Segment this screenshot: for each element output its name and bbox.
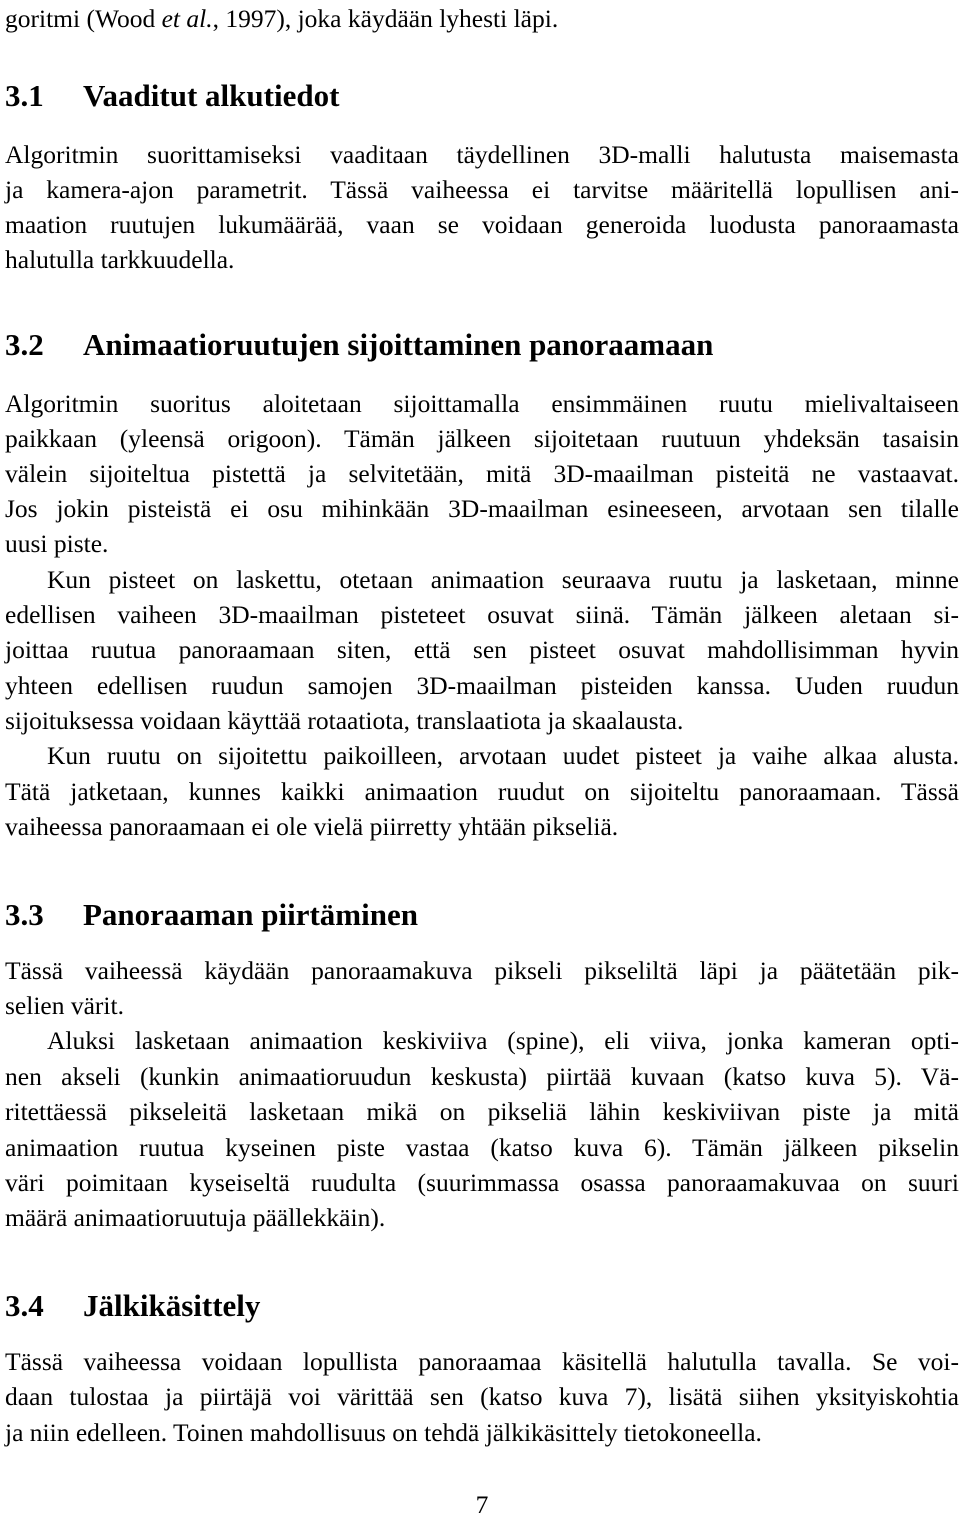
paragraph-line: maation ruutujen lukumäärää, vaan se voidaan generoida luodusta panoraamasta — [5, 210, 959, 239]
paragraph-line: yhteen edellisen ruudun samojen 3D-maailman pisteiden kanssa. Uuden ruudun — [5, 671, 959, 700]
paragraph-line: vaiheessa panoraamaan ei ole vielä piirretty yhtään pikseliä. — [5, 812, 619, 841]
paragraph-line: määrä animaatioruutuja päällekkäin). — [5, 1203, 386, 1232]
paragraph-line: Tässä vaiheessä käydään panoraamakuva pikseli pikseliltä läpi ja päätetään pik- — [5, 956, 959, 985]
section-number: 3.1 — [5, 78, 44, 113]
section-number: 3.2 — [5, 327, 44, 362]
paragraph-line: daan tulostaa ja piirtäjä voi värittää sen (katso kuva 7), lisätä siihen yksityiskohtia — [5, 1382, 959, 1411]
section-heading-3-4 — [5, 1288, 260, 1324]
section-heading-3-2 — [5, 327, 713, 363]
page-number: 7 — [475, 1490, 489, 1519]
paragraph-line: uusi piste. — [5, 529, 109, 558]
section-title: Animaatioruutujen sijoittaminen panoraamaan — [83, 327, 714, 362]
paragraph-line: Algoritmin suorittamiseksi vaaditaan täydellinen 3D-malli halutusta maisemasta — [5, 140, 959, 169]
paragraph-line: Algoritmin suoritus aloitetaan sijoittamalla ensimmäinen ruutu mielivaltaiseen — [5, 389, 959, 418]
paragraph-line: edellisen vaiheen 3D-maailman pisteteet osuvat siinä. Tämän jälkeen aletaan si- — [5, 600, 959, 629]
section-title: Jälkikäsittely — [83, 1288, 261, 1323]
section-number: 3.3 — [5, 897, 44, 932]
paragraph-line: ritettäessä pikseleitä lasketaan mikä on pikseliä lähin keskiviivan piste ja mitä — [5, 1097, 959, 1126]
paragraph-line: Kun pisteet on laskettu, otetaan animaation seuraava ruutu ja lasketaan, minne — [47, 565, 959, 594]
paragraph-line: Kun ruutu on sijoitettu paikoilleen, arvotaan uudet pisteet ja vaihe alkaa alusta. — [47, 741, 959, 770]
paragraph-line: ja kamera-ajon parametrit. Tässä vaiheessa ei tarvitse määritellä lopullisen ani- — [5, 175, 959, 204]
section-heading-3-3 — [5, 897, 418, 933]
paragraph-line: Tätä jatketaan, kunnes kaikki animaation ruudut on sijoiteltu panoraamaan. Tässä — [5, 777, 959, 806]
intro-text-end: , 1997), joka käydään lyhesti läpi. — [212, 4, 559, 33]
section-number: 3.4 — [5, 1288, 44, 1323]
paragraph-line: paikkaan (yleensä origoon). Tämän jälkeen sijoitetaan ruutuun yhdeksän tasaisin — [5, 424, 959, 453]
paragraph-line: sijoituksessa voidaan käyttää rotaatiota, translaatiota ja skaalausta. — [5, 706, 684, 735]
paragraph-line: Jos jokin pisteistä ei osu mihinkään 3D-maailman esineeseen, arvotaan sen tilalle — [5, 494, 959, 523]
paragraph-line: ja niin edelleen. Toinen mahdollisuus on tehdä jälkikäsittely tietokoneella. — [5, 1418, 762, 1447]
intro-italic-text: et al. — [161, 4, 213, 33]
intro-paragraph — [5, 4, 959, 34]
section-heading-3-1 — [5, 78, 339, 114]
paragraph-line: halutulla tarkkuudella. — [5, 245, 235, 274]
paragraph-line: animaation ruutua kyseinen piste vastaa (katso kuva 6). Tämän jälkeen pikselin — [5, 1133, 959, 1162]
paragraph-line: joittaa ruutua panoraamaan siten, että sen pisteet osuvat mahdollisimman hyvin — [5, 635, 959, 664]
paragraph-line: Aluksi lasketaan animaation keskiviiva (spine), eli viiva, jonka kameran opti- — [47, 1026, 959, 1055]
paragraph-line: selien värit. — [5, 991, 124, 1020]
paragraph-line: nen akseli (kunkin animaatioruudun keskusta) piirtää kuvaan (katso kuva 5). Vä- — [5, 1062, 959, 1091]
paragraph-line: Tässä vaiheessa voidaan lopullista panoraamaa käsitellä halutulla tavalla. Se voi- — [5, 1347, 959, 1376]
section-title: Vaaditut alkutiedot — [83, 78, 340, 113]
intro-text: goritmi (Wood — [5, 4, 162, 33]
paragraph-line: välein sijoiteltua pistettä ja selvitetään, mitä 3D-maailman pisteitä ne vastaavat. — [5, 459, 959, 488]
paragraph-line: väri poimitaan kyseiseltä ruudulta (suurimmassa osassa panoraamakuvaa on suuri — [5, 1168, 959, 1197]
section-title: Panoraaman piirtäminen — [83, 897, 418, 932]
